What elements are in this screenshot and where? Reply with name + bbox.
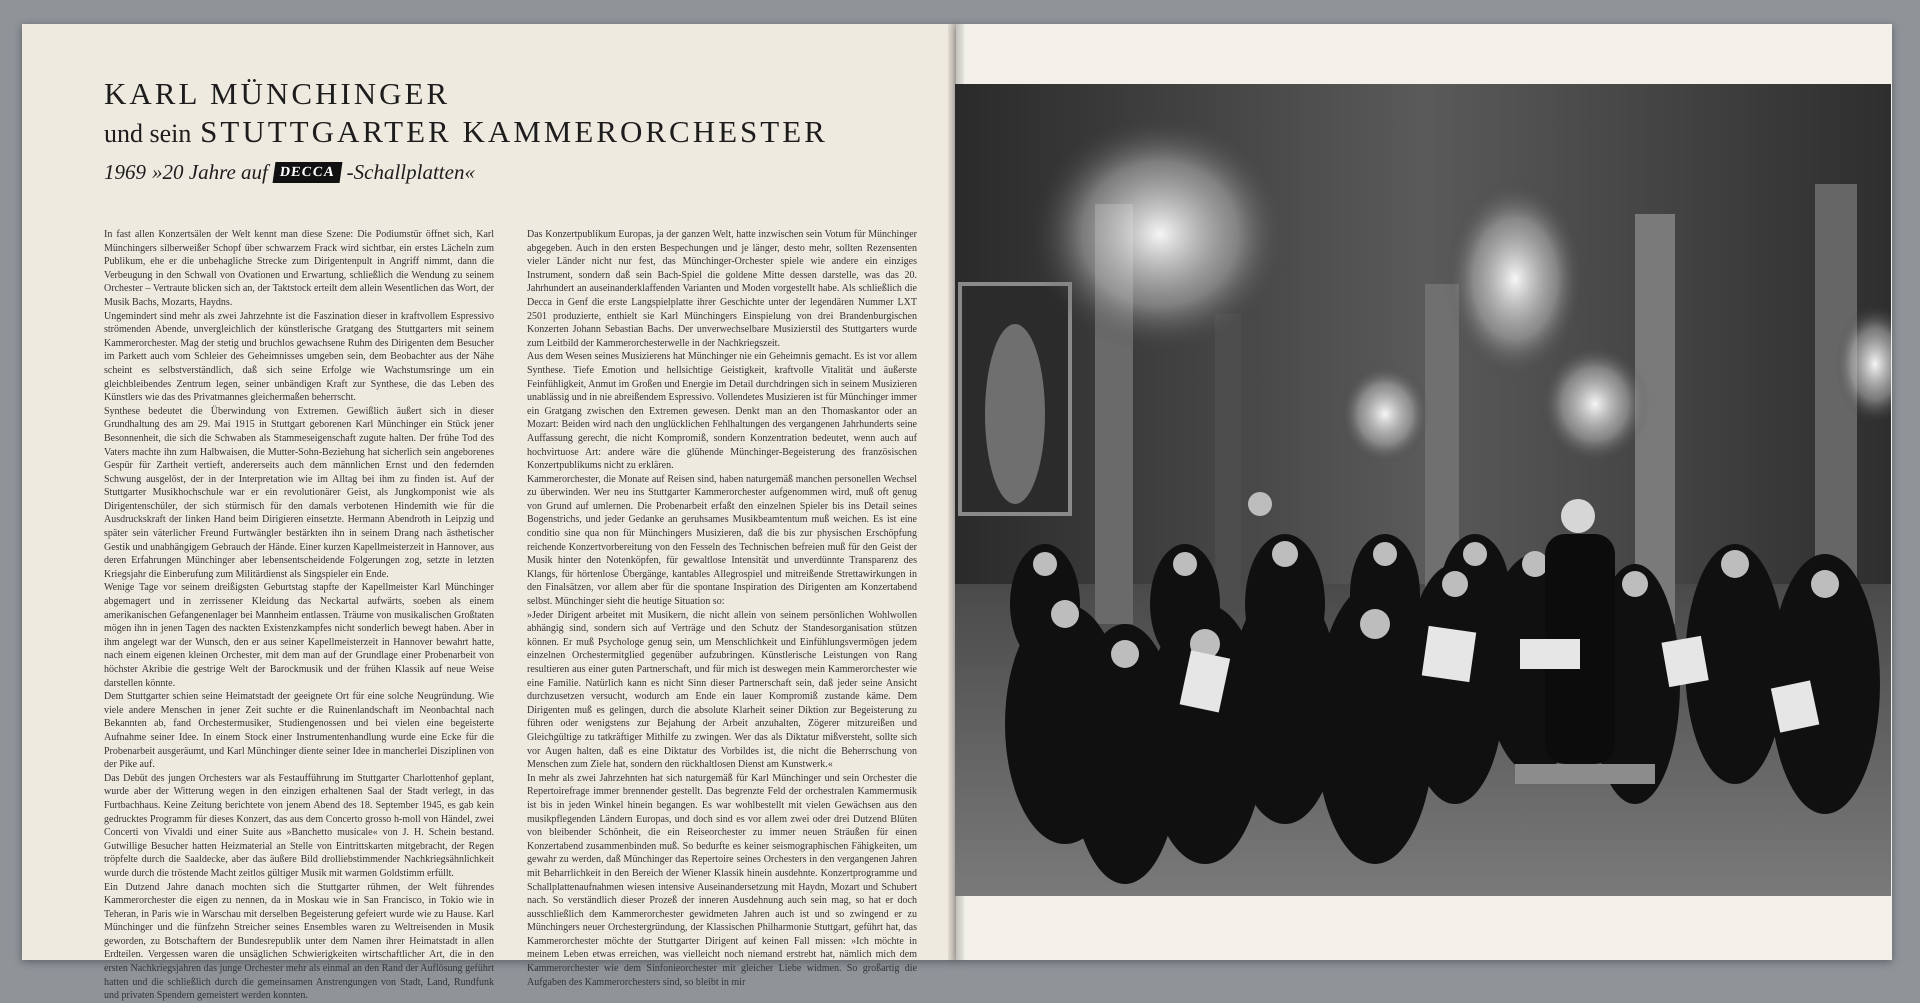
decca-logo: DECCA [272,162,342,183]
text-column-left [104,228,494,1003]
paragraph: Ungemindert sind mehr als zwei Jahrzehnte ist die Faszination dieser in kraftvollem Espressivo strömenden Abende, unvergleichlich der künstlerische Gratgang des Stuttgarters mit seinem Kammerorchester. Mag der stetig und bruchlos gewachsene Ruhm des Dirigenten dem Besucher im Parkett auch vom Schleier des Geheimnisses umgeben sein, dem Beobachter aus der Nähe scheint es selbstverständlich, daß sich seine Erfolge wie Wachstumsringe um ein gleichbleibendes Zentrum legen, seiner unbändigen Kraft zur Synthese, die das Leben des Künstlers wie das des Privatmannes gleichermaßen beherrscht. [104,310,494,404]
anniversary-suffix: -Schallplatten« [346,160,475,184]
year: 1969 [104,160,146,184]
anniversary-line [104,160,475,185]
chandelier [1540,344,1650,464]
column [1215,314,1241,614]
paragraph: Ein Dutzend Jahre danach mochten sich die Stuttgarter rühmen, der Welt führendes Kammerorchester die eigen zu nennen, da in Moskau wie in San Francisco, in Tokio wie in Teheran, in Paris wie in Warschau mit derselben Begeisterung gefeiert wurde wie zu Hause. Karl Münchinger und die fünfzehn Streicher seines Ensembles waren zu Weltreisenden in Musik geworden, zu Botschaftern der Bundesrepublik unter dem Namen ihrer Heimatstadt in allen Erdteilen. Vergessen waren die unsäglichen Schwierigkeiten wirtschaftlicher Art, die in den ersten Nachkriegsjahren das junge Orchester mehr als einmal an den Rand der Auflösung geführt hatten und die schließlich durch die gemeinsamen Anstrengungen von Stadt, Land, Rundfunk und privaten Spendern gemeistert werden konnten. [104,881,494,1002]
portrait-figure [985,324,1045,504]
chandelier [1445,179,1585,379]
paragraph: In fast allen Konzertsälen der Welt kennt man diese Szene: Die Podiumstür öffnet sich, Karl Münchingers silberweißer Schopf über schwarzem Frack wird sichtbar, ein erstes Lächeln zum Publikum, ehe er die unbehagliche Strecke zum Dirigentenpult in Angriff nimmt, dann die Verbeugung in den Schwall von Ovationen und Erwartung, schließlich die Wendung zu seinem Orchester – Vertraute blicken sich an, der Taktstock erteilt dem allein Wesentlichen das Wort, der Musik Bachs, Mozarts, Haydns. [104,229,494,308]
title-orchestra: STUTTGARTER KAMMERORCHESTER [200,114,828,149]
page-title: KARL MÜNCHINGER [104,76,451,111]
paragraph: Kammerorchester, die Monate auf Reisen sind, haben naturgemäß manchen personellen Wechsel zu überwinden. Wer neu ins Stuttgarter Kammerorchester aufgenommen wird, muß oft genug von Grund auf umlernen. Die Probenarbeit erfaßt den einzelnen Spieler bis ins Detail seines Bogenstrichs, und jeder Gedanke an geruhsames Musikbeamtentum muß weichen. Es ist eine conditio sine qua non für Münchingers Musizieren, daß die bis zur physischen Erschöpfung reichende Konzertvorbereitung von den Fesseln des Technischen befreien muß für den Geist der Musik hinter den Notenköpfen, für gewaltlose Intensität und unverdünnte Transparenz des Klangs, für hörtenlose Übergänge, kantables Allegrospiel und mitreißende Strettawirkungen in den Finalsätzen, vor allem aber für die spontane Inspiration des Dirigenten am Konzertabend selbst. Münchinger sieht die heutige Situation so: [527,473,917,608]
paragraph: Aus dem Wesen seines Musizierens hat Münchinger nie ein Geheimnis gemacht. Es ist vor allem Synthese. Tiefe Emotion und hellsichtige Geistigkeit, kraftvolle Vitalität und äußerste Feinfühligkeit, Anmut im Großen und Energie im Detail durchdringen sich in seinem Musizieren unablässig und in nie abreißendem Espressivo. Vollendetes Musizieren ist für Münchinger immer ein Gratgang zwischen den Extremen gewesen. Denkt man an den Thomaskantor oder an Mozart: Beiden wird nach den unglücklichen Fehlhaltungen des vergangenen Jahrhunderts seine Auffassung gerecht, die nicht Kompromiß, sondern Konzentration bedeutet, wenn auch auf hochvirtuose Art: andere wäre die glühende Münchinger-Begeisterung des französischen Konzertpublikums nicht zu erklären. [527,351,917,472]
orchestra-photo [955,84,1891,896]
chandelier [1340,364,1430,464]
paragraph: Das Konzertpublikum Europas, ja der ganzen Welt, hatte inzwischen sein Votum für Münchinger abgegeben. Auch in den ersten Bespechungen und je länger, desto mehr, sollten Rezensenten vieler Länder nicht nur fest, das Münchinger-Orchester spiele wie andere ein einziges Instrument, sondern daß sein Bach-Spiel die goldene Mitte dessen darstelle, was das 20. Jahrhundert an auseinanderklaffenden Varianten und Moden vorgestellt habe. Als schließlich die Decca in Genf die erste Langspielplatte ihrer Geschichte unter der legendären Nummer LXT 2501 produzierte, enthielt sie Karl Münchingers Einspielung von drei Brandenburgischen Konzerten Johann Sebastian Bachs. Der unverwechselbare Musizierstil des Stuttgarters wurde zum Leitbild der Kammerorchesterwelle in der Nachkriegszeit. [527,229,917,349]
paragraph: Dem Stuttgarter schien seine Heimatstadt der geeignete Ort für eine solche Neugründung. Wie viele andere Menschen in jener Zeit suchte er die Ruinenlandschaft im Neonbachtal nach Bekannten ab, fand Orchestermusiker, Studiengenossen und bei vielen eine begeisterte Aufnahme seiner Idee. In einem Stock einer Instrumentenhandlung wurde eine Ecke für die Probenarbeit ausgeräumt, und Karl Münchinger diente seiner Idee in mancherlei Disziplinen von der Pike auf. [104,691,494,771]
paragraph: Das Debüt des jungen Orchesters war als Festaufführung im Stuttgarter Charlottenhof geplant, wurde aber der Witterung wegen in den einzigen erhaltenen Saal der Stadt verlegt, in das Furtbachhaus. Keine Zeitung berichtete von jenem Abend des 18. September 1945, es gab kein gedrucktes Programm für dieses Konzert, das aus dem Concerto grosso h-moll von Händel, zwei Concerti von Vivaldi und einer Suite aus »Banchetto musicale« von J. H. Schein bestand. Gutwillige Besucher hatten Heizmaterial an Stelle von Eintrittskarten mitgebracht, der Regen tröpfelte durch die Saaldecke, aber das äußere Bild drolliebstimmender Nachkriegsähnlichkeit wurde durch die tröstende Macht zeitlos gültiger Musik mit warmen Goldstimm erfüllt. [104,772,494,879]
paragraph: Synthese bedeutet die Überwindung von Extremen. Gewißlich äußert sich in dieser Grundhaltung des am 29. Mai 1915 in Stuttgart geborenen Karl Münchinger ein Stück jener Besonnenheit, die sich die Schwaben als Stammeseigenschaft zugute halten. Der frühe Tod des Vaters machte ihn zum Halbwaisen, die Mutter-Sohn-Beziehung hat sicherlich sein angeborenes Gespür für Zartheit vertieft, andererseits auch dem männlichen Ernst und den federnden Schwung ausgelöst, der in der Interpretation wie im Alltag bei ihm zu finden ist. Auf der Stuttgarter Musikhochschule war er ein revolutionärer Geist, als Jungkomponist wie als Dirigentenschüler, der sich stürmisch für den damals verbotenen Hindemith wie für die Ausdruckskraft der linken Hand beim Dirigieren einsetzte. Hermann Abendroth in Leipzig und später sein väterlicher Freund Furtwängler bestärkten ihn in seinem Drang nach ästhetischer Gestik und unabhängigem Gebrauch der Hände. Einer kurzen Kapellmeisterzeit in Hannover, aus deren Erfahrungen Münchinger aber lebensentscheidende Folgerungen zog, setzte in letzten Kriegsjahr die Einberufung zum Militärdienst als Singspieler ein Ende. [104,405,494,580]
anniversary-prefix: »20 Jahre auf [152,160,268,184]
paragraph: Wenige Tage vor seinem dreißigsten Geburtstag stapfte der Kapellmeister Karl Münchinger abgemagert und in zerrissener Kleidung das Neckartal aufwärts, soeben als einem amerikanischen Gefangenenlager bei Mannheim entlassen. Träume von musikalischen Großtaten mögen ihn in jenen Tagen des nackten Existenzkampfes nicht sonderlich bewegt haben. Aber in ihm angelegt war der Wunsch, den er aus seiner Kapellmeisterzeit in Hannover bewahrt hatte, nach einem eigenen kleinen Orchester, mit dem man auf der Grundlage einer Probenarbeit von höchster Akribie die gestrige Welt der Barockmusik und der frühen Klassik auf neue Weise darstellen könnte. [104,582,494,689]
paragraph: In mehr als zwei Jahrzehnten hat sich naturgemäß für Karl Münchinger und sein Orchester die Repertoirefrage immer brennender gestellt. Das begrenzte Feld der orchestralen Kammermusik ist bis in jeden Winkel hinein begangen. Es war wohlbestellt mit vielen Gewächsen aus den musikpflegenden Ländern Europas, und doch sind es vor allem zwei oder drei Dutzend Blüten von bleibender Schönheit, die ein Reiseorchester zu immer neuen Sträußen für einen Konzertabend zusammenbinden muß. So bedurfte es keiner seismographischen Fähigkeiten, um gewahr zu werden, daß Münchinger das Repertoire seines Orchesters in den vergangenen Jahren mit Beharrlichkeit in den Bereich der Wiener Klassik hinein ausdehnte. Konzertprogramme und Schallplattenaufnahmen wiesen intensive Auseinandersetzung mit Haydn, Mozart und Schubert nach. So verständlich dieser Prozeß der inneren Ausdehnung auch sein mag, so hat er doch ausschließlich dem Kammerorchester gewidmeten Jahren auch ist und so zwingend er zu Münchingers neuer Orchestergründung, der Klassischen Philharmonie Stuttgart, geführt hat, das Kammerorchester möchte der Stuttgarter Dirigent auf keinen Fall missen: »Ich möchte in meinem Leben etwas erreichen, was vielleicht noch niemand erstrebt hat, nämlich mich dem Kammerorchester wie dem Sinfonieorchester mit gleicher Liebe widmen. So großartig die Aufgaben des Kammerorchesters sind, so bleibt in mir [527,772,917,988]
title-prefix: und sein [104,119,192,148]
paragraph: »Jeder Dirigent arbeitet mit Musikern, die nicht allein von seinem persönlichen Wohlwollen abhängig sind, sondern sich auf Verträge und den Schutz der Standesorganisation stützen können. Er muß Psychologe genug sein, um Menschlichkeit und Einfühlungsvermögen jedem einzelnen Orchestermitglied gegenüber aufzubringen. Künstlerische Leistungen von Rang resultieren aus einer guten Partnerschaft, und für mich ist deswegen mein Kammerorchester wie eine Familie. Natürlich kann es nicht Sinn dieser Partnerschaft sein, daß jeder seine Ansicht durchzusetzen versucht, wodurch am Ende ein lauer Kompromiß zustande käme. Dem Dirigenten muß es gelingen, durch die absolute Klarheit seiner Diktion zur Begeisterung zu führen oder wenigstens zur Bejahung der Arbeit anzuhalten, Zögerer mitzureißen und Gleichgültige zu tatkräftiger Mithilfe zu zwingen. Wer das als Diktatur mißversteht, sollte sich vor Augen halten, daß es eine Diktatur des Vorbildes ist, die nicht die Beherrschung von Menschen zum Ziele hat, sondern den rückhaltlosen Dienst am Kunstwerk.« [527,609,917,771]
page-subtitle-orchestra [104,114,828,150]
chandelier [1030,114,1290,354]
text-column-right [527,228,917,989]
